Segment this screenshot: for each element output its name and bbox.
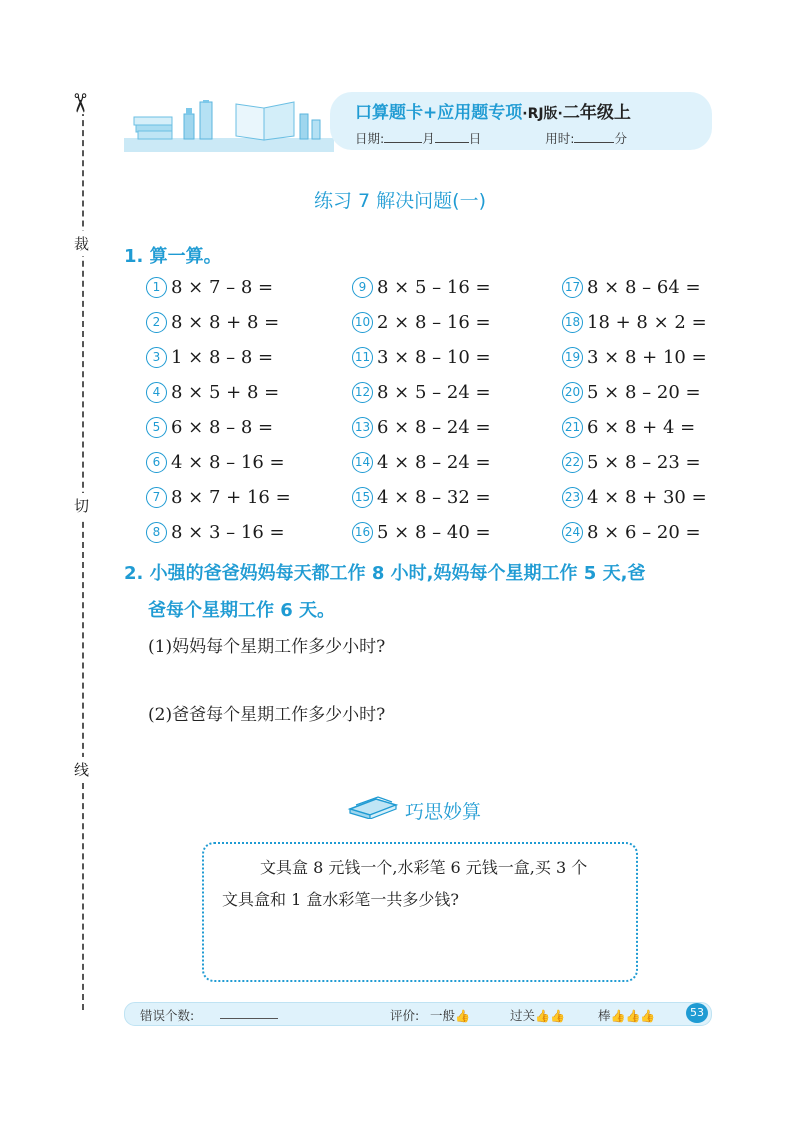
problem-number: 18 [562, 312, 583, 333]
problem-number: 14 [352, 452, 373, 473]
page-number: 53 [686, 1003, 708, 1023]
problem-number: 20 [562, 382, 583, 403]
problem-expression: 8 × 5 – 16 = [377, 277, 491, 298]
problem-expression: 18 + 8 × 2 = [587, 312, 707, 333]
problem-expression: 6 × 8 – 24 = [377, 417, 491, 438]
cut-label-qie: 切 [74, 493, 89, 518]
problem-number: 6 [146, 452, 167, 473]
problem-24 [562, 522, 701, 543]
problem-3 [146, 347, 273, 368]
problem-14 [352, 452, 491, 473]
problem-21 [562, 417, 695, 438]
book-icon [346, 793, 400, 819]
problem-expression: 4 × 8 – 24 = [377, 452, 491, 473]
problem-23 [562, 487, 707, 508]
question-2-sub-2: (2)爸爸每个星期工作多少小时? [148, 705, 386, 725]
problem-expression: 5 × 8 – 20 = [587, 382, 701, 403]
problem-expression: 4 × 8 – 16 = [171, 452, 285, 473]
problem-number: 21 [562, 417, 583, 438]
rating-pass[interactable]: 过关👍👍 [510, 1008, 565, 1023]
problem-number: 5 [146, 417, 167, 438]
thumbs-up-icon: 👍👍👍 [610, 1009, 656, 1023]
problem-expression: 8 × 5 + 8 = [171, 382, 280, 403]
problem-number: 19 [562, 347, 583, 368]
problem-20 [562, 382, 701, 403]
book-title: 口算题卡+应用题专项·RJ版·二年级上 [355, 103, 631, 123]
problem-13 [352, 417, 491, 438]
problem-expression: 8 × 7 – 8 = [171, 277, 274, 298]
problem-expression: 3 × 8 + 10 = [587, 347, 707, 368]
date-time-fields: 日期: 月 日 用时: 分 [355, 131, 627, 146]
problem-10 [352, 312, 491, 333]
question-1-heading: 1. 算一算。 [124, 246, 222, 267]
problem-expression: 5 × 8 – 23 = [587, 452, 701, 473]
problem-15 [352, 487, 491, 508]
problem-16 [352, 522, 491, 543]
problem-expression: 2 × 8 – 16 = [377, 312, 491, 333]
problem-12 [352, 382, 491, 403]
scissors-icon: ✂ [63, 92, 94, 114]
problem-6 [146, 452, 285, 473]
problem-expression: 8 × 3 – 16 = [171, 522, 285, 543]
problem-number: 23 [562, 487, 583, 508]
problem-7 [146, 487, 291, 508]
problem-number: 11 [352, 347, 373, 368]
rating-general[interactable]: 一般👍 [430, 1008, 470, 1023]
problem-expression: 5 × 8 – 40 = [377, 522, 491, 543]
cut-label-cai: 裁 [74, 231, 89, 256]
problem-9 [352, 277, 491, 298]
problem-expression: 3 × 8 – 10 = [377, 347, 491, 368]
problem-expression: 8 × 6 – 20 = [587, 522, 701, 543]
problem-number: 15 [352, 487, 373, 508]
problem-4 [146, 382, 279, 403]
problem-number: 7 [146, 487, 167, 508]
question-2-line-2: 爸每个星期工作 6 天。 [148, 600, 336, 621]
problem-number: 3 [146, 347, 167, 368]
problem-22 [562, 452, 701, 473]
problem-expression: 8 × 8 – 64 = [587, 277, 701, 298]
puzzle-line-1: 文具盒 8 元钱一个,水彩笔 6 元钱一盒,买 3 个 [260, 858, 588, 877]
puzzle-title: 巧思妙算 [405, 801, 482, 823]
cut-label-xian: 线 [74, 757, 89, 782]
problem-number: 4 [146, 382, 167, 403]
problem-expression: 8 × 8 + 8 = [171, 312, 280, 333]
problem-number: 16 [352, 522, 373, 543]
errors-blank[interactable] [220, 1018, 278, 1019]
time-blank[interactable] [574, 130, 614, 143]
problem-number: 10 [352, 312, 373, 333]
puzzle-line-2: 文具盒和 1 盒水彩笔一共多少钱? [222, 890, 459, 909]
problem-expression: 1 × 8 – 8 = [171, 347, 274, 368]
problem-8 [146, 522, 285, 543]
problem-expression: 6 × 8 + 4 = [587, 417, 696, 438]
problem-expression: 8 × 5 – 24 = [377, 382, 491, 403]
problem-number: 9 [352, 277, 373, 298]
problem-number: 8 [146, 522, 167, 543]
problem-number: 13 [352, 417, 373, 438]
problem-1 [146, 277, 273, 298]
problem-number: 2 [146, 312, 167, 333]
problem-number: 22 [562, 452, 583, 473]
month-blank[interactable] [384, 130, 422, 143]
problem-number: 1 [146, 277, 167, 298]
problem-expression: 8 × 7 + 16 = [171, 487, 291, 508]
problem-expression: 4 × 8 – 32 = [377, 487, 491, 508]
problem-5 [146, 417, 273, 438]
thumbs-up-icon: 👍 [455, 1009, 470, 1023]
problem-19 [562, 347, 707, 368]
problem-expression: 6 × 8 – 8 = [171, 417, 274, 438]
problem-17 [562, 277, 701, 298]
exercise-title: 练习 7 解决问题(一) [314, 190, 486, 212]
rating-great[interactable]: 棒👍👍👍 [598, 1008, 656, 1023]
problem-2 [146, 312, 279, 333]
thumbs-up-icon: 👍👍 [535, 1009, 565, 1023]
problem-number: 12 [352, 382, 373, 403]
question-2-sub-1: (1)妈妈每个星期工作多少小时? [148, 637, 386, 657]
day-blank[interactable] [435, 130, 469, 143]
stationery-illustration [124, 100, 334, 152]
question-2-line-1: 2. 小强的爸爸妈妈每天都工作 8 小时,妈妈每个星期工作 5 天,爸 [124, 563, 646, 584]
problem-11 [352, 347, 491, 368]
problem-18 [562, 312, 707, 333]
problem-number: 24 [562, 522, 583, 543]
problem-number: 17 [562, 277, 583, 298]
rating-label: 评价: [390, 1008, 420, 1023]
problem-expression: 4 × 8 + 30 = [587, 487, 707, 508]
errors-label: 错误个数: [140, 1008, 195, 1023]
